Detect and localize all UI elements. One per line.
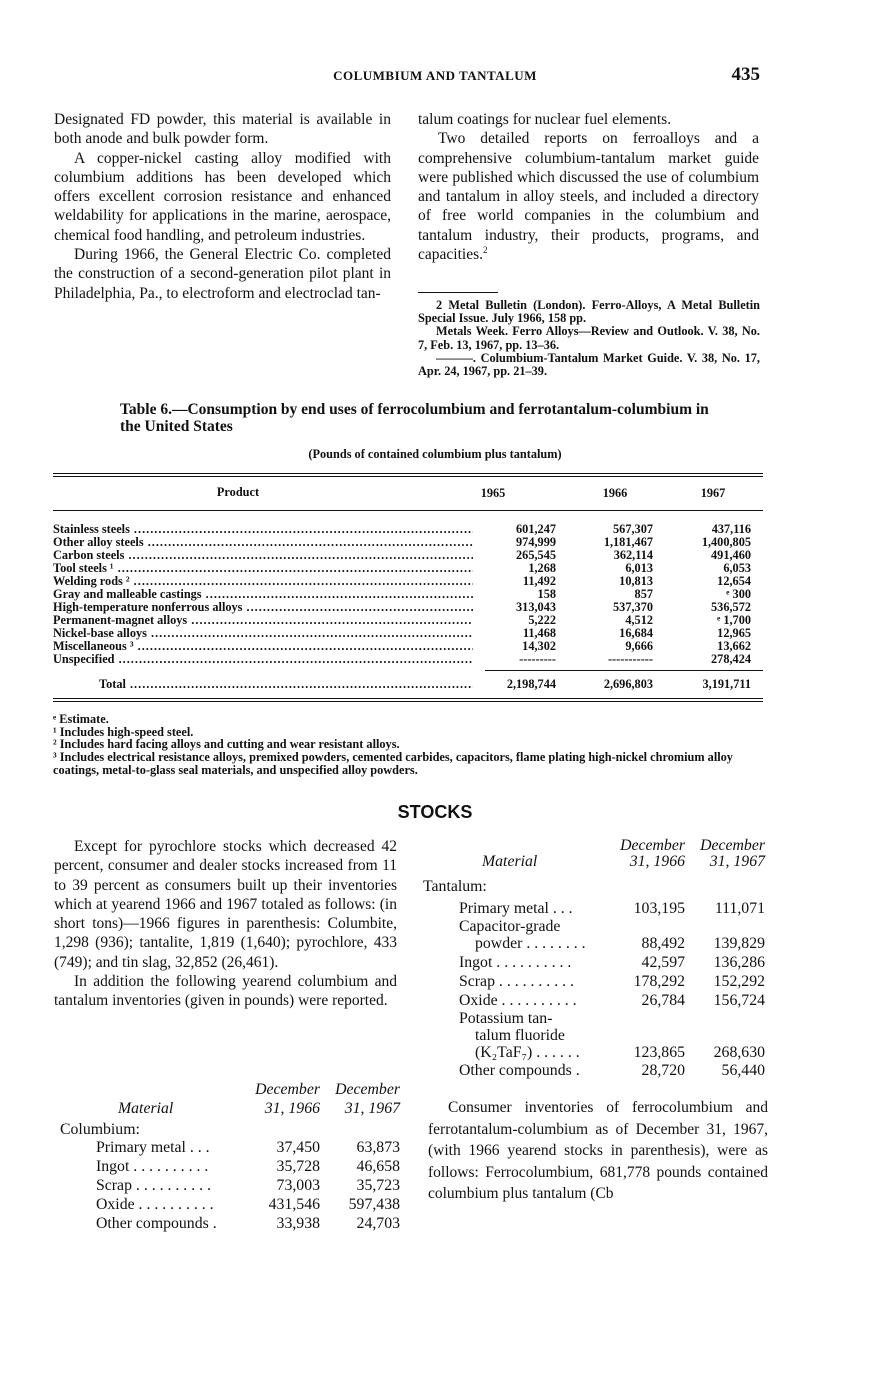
cell-1967: 268,630	[713, 1044, 765, 1061]
paragraph: Except for pyrochlore stocks which decreased 42 percent, consumer and dealer stocks increased from 11 to 39 percent as consumers built up their inventories which at yearend 1966 and 1967 totaled as follows: (in short tons)—1966 figures in parenthesis: Columbite, 1,298 (936); tantalite, 1,819 (1,640); pyrochlore, 433 (749); and tin slag, 32,852 (26,461).	[54, 838, 397, 971]
cell-1967: 12,654	[717, 574, 751, 588]
col-header-material: Material	[118, 1100, 174, 1117]
row-label: Oxide . . . . . . . . . .	[459, 992, 577, 1009]
table-row	[53, 549, 763, 562]
col-header: 31, 1967	[709, 853, 765, 870]
paragraph-text: Two detailed reports on ferroalloys and a comprehensive columbium-tantalum market guide were published which discussed the use of columbium and tantalum in alloy steels, and included a directory of free world companies in the columbium and tantalum industry, their products, programs, and capacities.	[418, 130, 759, 264]
row-label: Primary metal . . .	[96, 1139, 210, 1156]
cell-1967: 536,572	[711, 600, 751, 614]
table-row	[53, 575, 763, 588]
group-label: Tantalum:	[423, 878, 487, 895]
footnote: 2 Metal Bulletin (London). Ferro-Alloys, A Metal Bulletin Special Issue. July 1966, 158 pp.	[418, 298, 760, 326]
table-row	[53, 588, 763, 601]
cell-1966: 537,370	[613, 600, 653, 614]
section-heading: STOCKS	[397, 802, 473, 822]
table-title: Table 6.—Consumption by end uses of ferrocolumbium and ferrotantalum-columbium in the United States	[120, 401, 709, 435]
cell-1967: 35,723	[356, 1177, 400, 1194]
cell-1967: 437,116	[711, 522, 751, 536]
row-label: Carbon steels .....	[53, 549, 473, 562]
cell-1966: 4,512	[625, 613, 653, 627]
col-header: 31, 1966	[264, 1100, 320, 1117]
footnote: ² Includes hard facing alloys and cutting and wear resistant alloys.	[53, 737, 400, 752]
cell-1967: 12,965	[717, 626, 751, 640]
paragraph: During 1966, the General Electric Co. completed the construction of a second-generation pilot plant in Philadelphia, Pa., to electroform and electroclad tan-	[54, 246, 391, 302]
row-label: Ingot . . . . . . . . . .	[459, 954, 572, 971]
stocks-text-right	[428, 1097, 768, 1205]
paragraph: In addition the following yearend columbium and tantalum inventories (given in pounds) were reported.	[54, 973, 397, 1010]
table-total-row	[53, 678, 763, 691]
row-label: Tool steels ¹ .....	[53, 562, 473, 575]
row-label: Other alloy steels .....	[53, 536, 473, 549]
cell-1966: 9,666	[625, 639, 653, 653]
cell-1965: 14,302	[522, 639, 556, 653]
cell-1967: 139,829	[713, 935, 765, 952]
table-footnotes	[53, 713, 767, 777]
paragraph: talum coatings for nuclear fuel elements.	[418, 111, 672, 128]
col-header-material: Material	[482, 853, 538, 870]
cell-1967: 597,438	[348, 1196, 400, 1213]
cell-1966: 178,292	[633, 973, 685, 990]
row-label: Total .....	[53, 678, 473, 691]
footnote: ᵉ Estimate.	[53, 712, 109, 726]
cell-1966: 35,728	[276, 1158, 320, 1175]
row-label: Gray and malleable castings .....	[53, 588, 473, 601]
cell-1967: 152,292	[713, 973, 765, 990]
cell-1965: ---------	[519, 652, 556, 666]
cell-1967: 1,400,805	[701, 535, 751, 549]
cell-1966: 10,813	[619, 574, 653, 588]
table-subtitle: (Pounds of contained columbium plus tantalum)	[308, 447, 562, 461]
cell-1967: 111,071	[714, 900, 765, 917]
cell-1967: 6,053	[723, 561, 751, 575]
cell-1966: 857	[634, 587, 653, 601]
cell-1966: 28,720	[641, 1062, 685, 1079]
cell-1966: 103,195	[633, 900, 685, 917]
footnote: ³ Includes electrical resistance alloys, premixed powders, cemented carbides, capacitors, flame plating high-nickel chromium alloy coatings, metal-to-glass seal materials, and unspecified alloy powders.	[53, 750, 733, 777]
cell-1967: 3,191,711	[702, 677, 751, 691]
cell-1966: 16,684	[619, 626, 653, 640]
group-label: Columbium:	[60, 1121, 140, 1138]
paragraph	[418, 129, 759, 264]
cell-1967: 136,286	[713, 954, 765, 971]
cell-1965: 5,222	[528, 613, 556, 627]
cell-1966: 123,865	[633, 1044, 685, 1061]
cell-1966: 6,013	[625, 561, 653, 575]
table-rule	[53, 510, 763, 511]
cell-1966: 42,597	[641, 954, 685, 971]
paragraph: Consumer inventories of ferrocolumbium and ferrotantalum-columbium as of December 31, 1967, (with 1966 yearend stocks in parenthesis), were as follows: Ferrocolumbium, 681,778 pounds contained columbium plus tantalum (Cb	[428, 1099, 768, 1202]
cell-1966: -----------	[607, 652, 653, 666]
cell-1967: 46,658	[356, 1158, 400, 1175]
table-row	[53, 601, 763, 614]
row-label: Other compounds .	[459, 1062, 580, 1079]
footnote: Metals Week. Ferro Alloys—Review and Outlook. V. 38, No. 7, Feb. 13, 1967, pp. 13–36.	[418, 324, 760, 352]
table-row	[53, 627, 763, 640]
left-column-text	[54, 110, 391, 303]
table-header-product: Product	[216, 485, 260, 499]
cell-1966: 73,003	[276, 1177, 320, 1194]
row-label: talum fluoride	[475, 1027, 565, 1044]
cell-1965: 158	[537, 587, 556, 601]
table-rule	[53, 476, 763, 477]
footnote-rule	[418, 292, 498, 293]
cell-1965: 601,247	[516, 522, 556, 536]
running-title: COLUMBIUM AND TANTALUM	[333, 68, 537, 83]
table-row	[53, 653, 763, 666]
cell-1966: 1,181,467	[603, 535, 653, 549]
stocks-text	[54, 837, 397, 1011]
footnote: ———. Columbium-Tantalum Market Guide. V. 38, No. 17, Apr. 24, 1967, pp. 21–39.	[418, 350, 760, 379]
row-label: Ingot . . . . . . . . . .	[96, 1158, 209, 1175]
cell-1965: 11,492	[522, 574, 556, 588]
col-header: December	[255, 1081, 320, 1098]
cell-1965: 313,043	[516, 600, 556, 614]
cell-1967: 24,703	[356, 1215, 400, 1232]
cell-1967: 63,873	[356, 1139, 400, 1156]
cell-1966: 567,307	[613, 522, 653, 536]
row-label: Capacitor-grade	[459, 918, 561, 935]
table-row	[53, 614, 763, 627]
table-header-year: 1966	[602, 486, 628, 500]
row-label: Permanent-magnet alloys .....	[53, 614, 473, 627]
row-label: powder . . . . . . . .	[475, 935, 586, 952]
cell-1966: 362,114	[613, 548, 653, 562]
col-header: December	[335, 1081, 400, 1098]
row-label: Potassium tan-	[459, 1010, 553, 1027]
table-row	[53, 640, 763, 653]
row-label: Oxide . . . . . . . . . .	[96, 1196, 214, 1213]
table-rule	[53, 698, 763, 699]
cell-1965: 974,999	[516, 535, 556, 549]
subtotal-rule	[485, 670, 763, 671]
col-header: 31, 1967	[344, 1100, 400, 1117]
cell-1966: 2,696,803	[603, 677, 653, 691]
row-label: Scrap . . . . . . . . . .	[96, 1177, 211, 1194]
cell-1966: 33,938	[276, 1215, 320, 1232]
row-label: Unspecified .....	[53, 653, 473, 666]
row-label: Nickel-base alloys .....	[53, 627, 473, 640]
page-number: 435	[731, 64, 760, 85]
cell-1965: 2,198,744	[506, 677, 556, 691]
row-label: Primary metal . . .	[459, 900, 573, 917]
cell-1967: 491,460	[711, 548, 751, 562]
cell-1965: 11,468	[522, 626, 556, 640]
table-rule	[53, 473, 763, 474]
table-row	[53, 562, 763, 575]
cell-1966: 26,784	[641, 992, 685, 1009]
cell-1967: 13,662	[717, 639, 751, 653]
col-header: 31, 1966	[629, 853, 685, 870]
footnote-ref: 2	[482, 244, 488, 255]
right-column-text	[418, 110, 759, 264]
cell-1967: 56,440	[721, 1062, 765, 1079]
cell-1967: ᵉ 1,700	[717, 613, 751, 627]
table-rule	[53, 701, 763, 702]
row-label: Stainless steels .....	[53, 523, 473, 536]
table-header-year: 1965	[480, 486, 506, 500]
footnotes-top	[418, 299, 760, 378]
table-row	[53, 523, 763, 536]
table-header-year: 1967	[700, 486, 726, 500]
cell-1967: 156,724	[713, 992, 765, 1009]
cell-1967: ᵉ 300	[726, 587, 751, 601]
table-row	[53, 536, 763, 549]
cell-1966: 37,450	[276, 1139, 320, 1156]
cell-1966: 88,492	[641, 935, 685, 952]
col-header: December	[700, 837, 765, 854]
row-label: Other compounds .	[96, 1215, 217, 1232]
cell-1965: 265,545	[516, 548, 556, 562]
row-label: High-temperature nonferrous alloys .....	[53, 601, 473, 614]
paragraph: A copper-nickel casting alloy modified with columbium additions has been developed which offers excellent corrosion resistance and enhanced weldability for applications in the marine, aerospace, chemical food handling, and petroleum industries.	[54, 149, 391, 244]
cell-1966: 431,546	[268, 1196, 320, 1213]
paragraph: Designated FD powder, this material is available in both anode and bulk powder form.	[54, 111, 391, 148]
col-header: December	[620, 837, 685, 854]
row-label: (K₂TaF₇) . . . . . .	[475, 1044, 580, 1061]
row-label: Welding rods ² .....	[53, 575, 473, 588]
row-label: Scrap . . . . . . . . . .	[459, 973, 574, 990]
cell-1965: 1,268	[528, 561, 556, 575]
row-label: Miscellaneous ³ .....	[53, 640, 473, 653]
cell-1967: 278,424	[711, 652, 751, 666]
footnote: ¹ Includes high-speed steel.	[53, 724, 194, 739]
